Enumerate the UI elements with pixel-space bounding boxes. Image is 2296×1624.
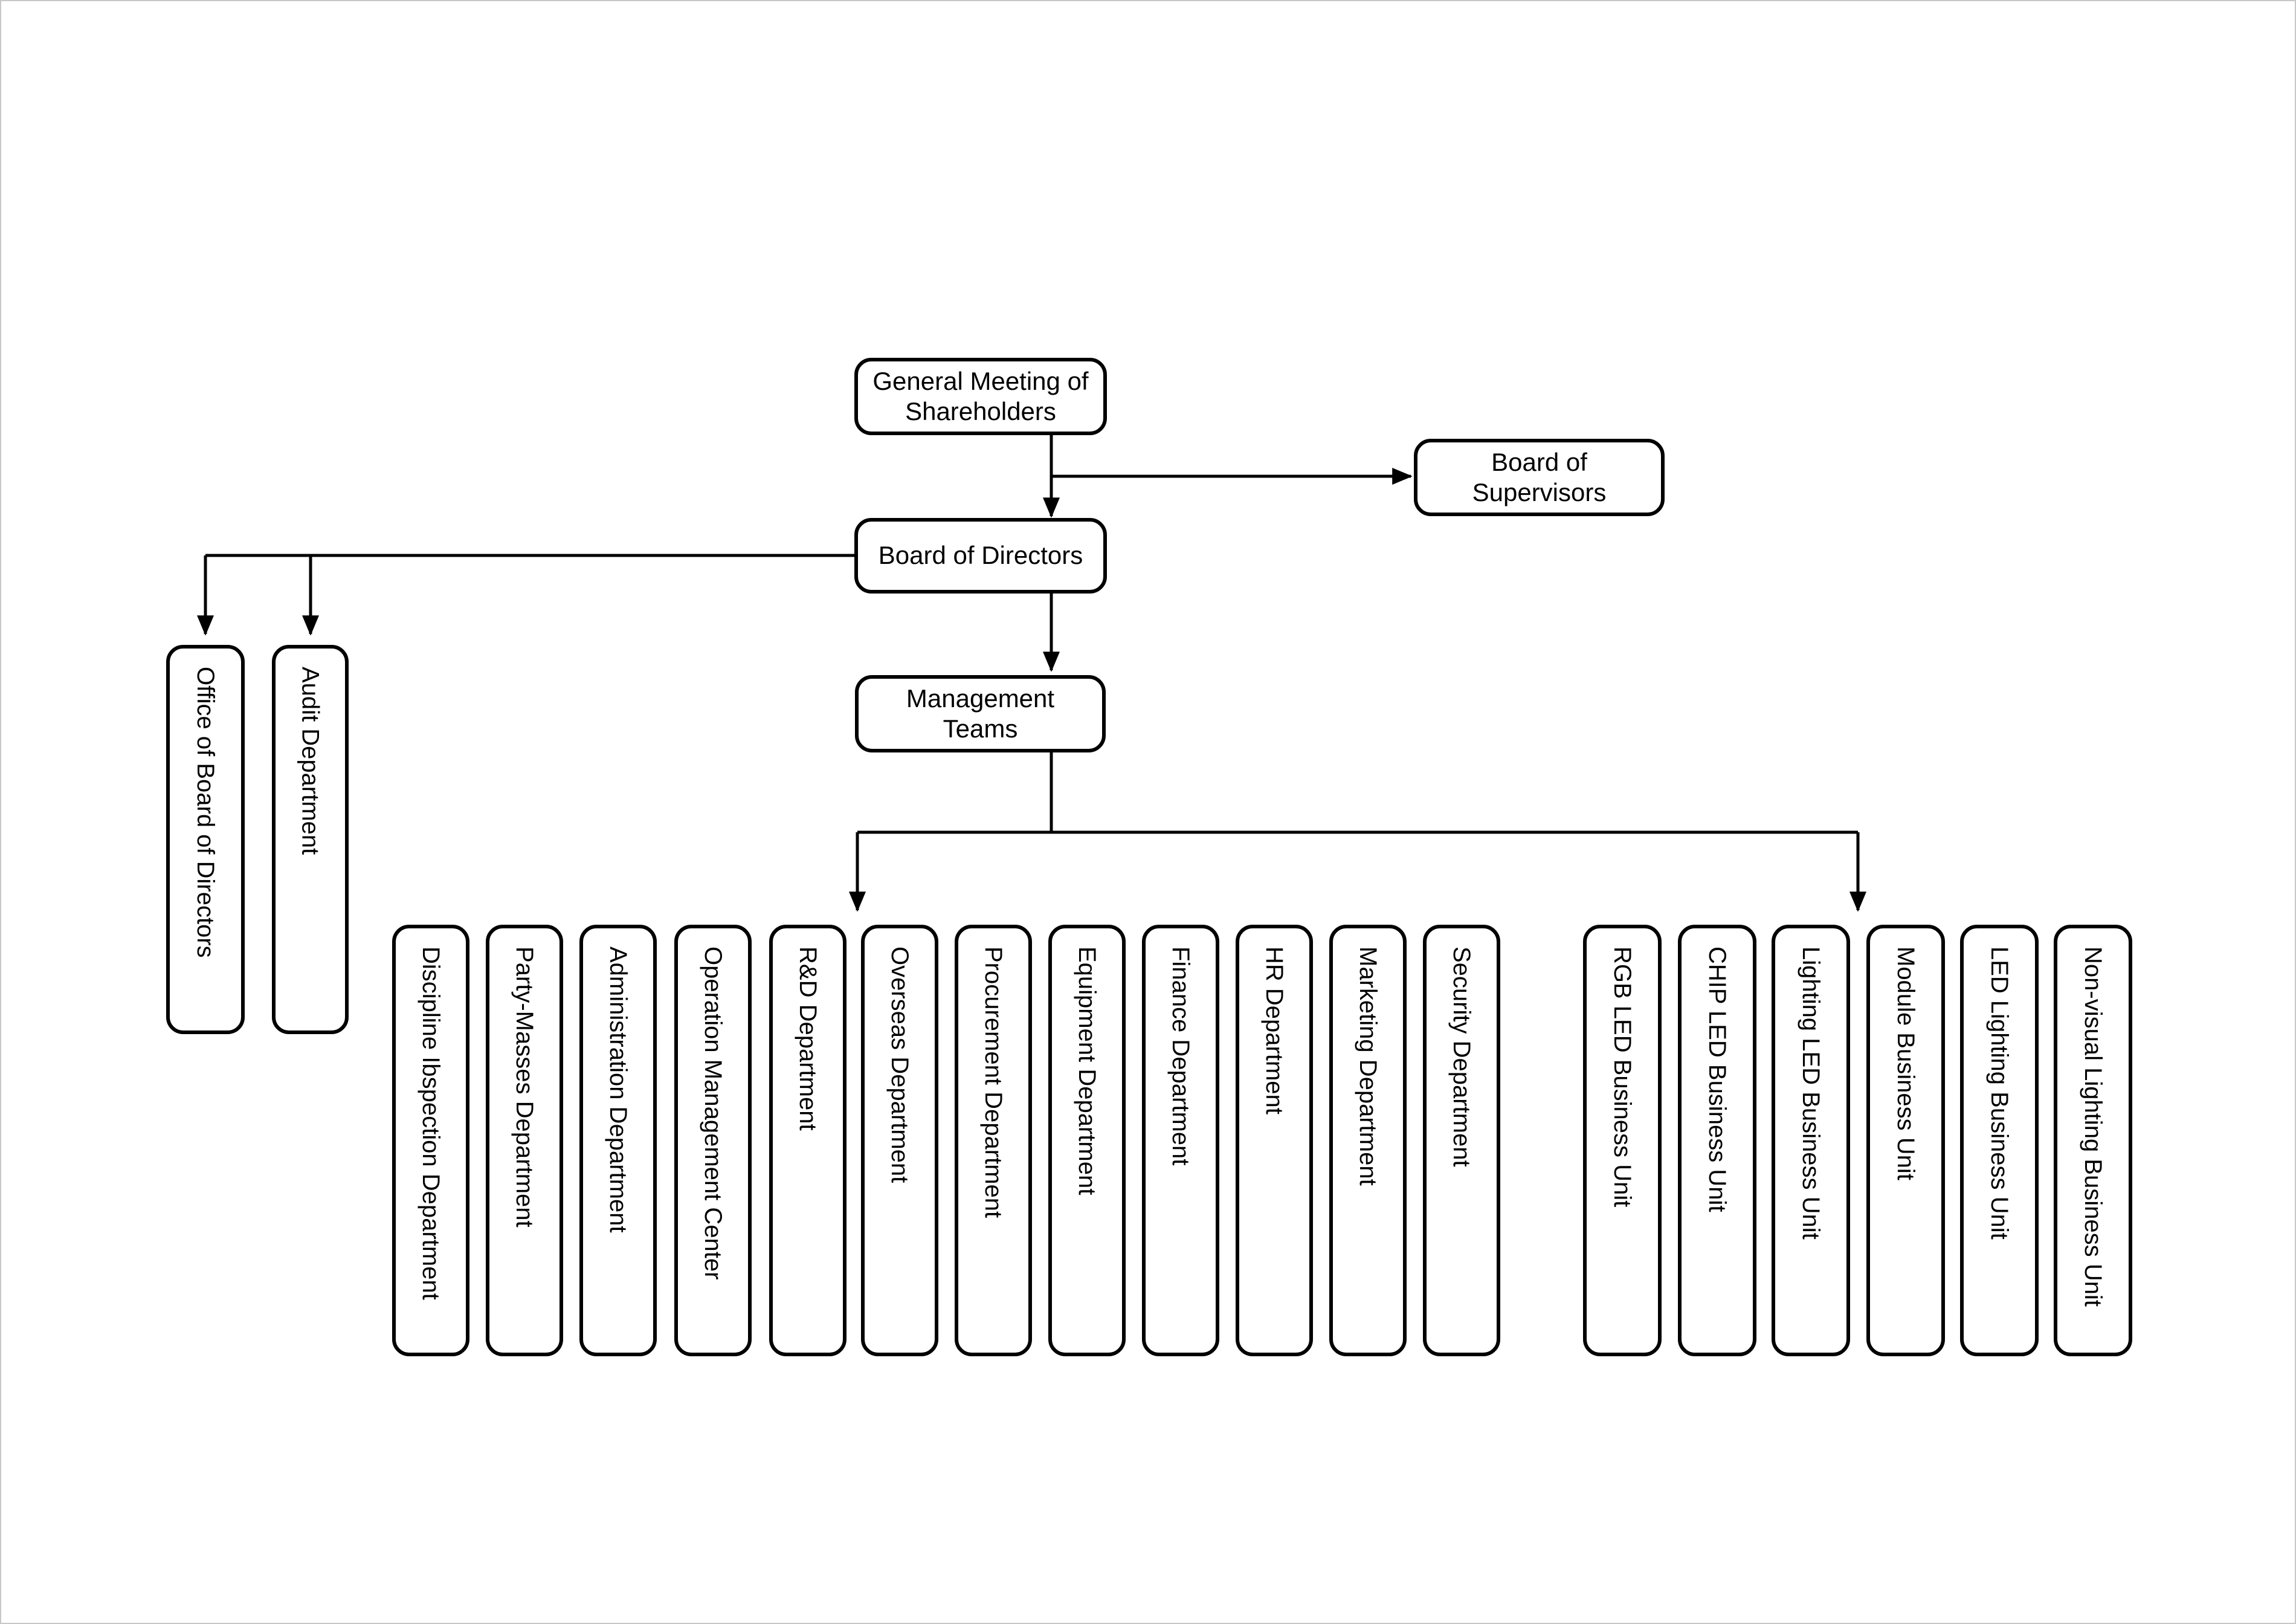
node-management-teams xyxy=(855,675,1106,752)
node-led-lighting-business-unit-label: LED Lighting Business Unit xyxy=(1986,946,2013,1240)
node-discipline-inspection-department-label: Discipline Ibspection Department xyxy=(418,946,444,1300)
node-security-department xyxy=(1423,925,1500,1356)
node-marketing-department xyxy=(1329,925,1407,1356)
node-security-department-label: Security Department xyxy=(1448,946,1475,1167)
node-chip-led-business-unit-label: CHIP LED Business Unit xyxy=(1704,946,1730,1212)
node-module-business-unit-label: Module Business Unit xyxy=(1892,946,1919,1180)
node-operation-management-center xyxy=(674,925,752,1356)
node-board-of-supervisors-label: Board of Supervisors xyxy=(1472,447,1607,506)
node-rd-department xyxy=(769,925,846,1356)
node-board-of-directors-label: Board of Directors xyxy=(878,541,1083,570)
node-board-of-supervisors xyxy=(1414,439,1665,516)
node-office-of-board-of-directors-label: Office of Board of Directors xyxy=(192,667,219,958)
node-management-teams-label: Management Teams xyxy=(906,684,1055,743)
node-general-meeting-label: General Meeting of Shareholders xyxy=(872,366,1089,425)
node-lighting-led-business-unit-label: Lighting LED Business Unit xyxy=(1798,946,1824,1240)
node-hr-department-label: HR Department xyxy=(1261,946,1288,1114)
node-administration-department xyxy=(579,925,657,1356)
node-office-of-board-of-directors xyxy=(166,645,245,1034)
node-operation-management-center-label: Operation Management Center xyxy=(700,946,726,1280)
node-audit-department xyxy=(272,645,349,1034)
node-hr-department xyxy=(1236,925,1313,1356)
node-chip-led-business-unit xyxy=(1678,925,1756,1356)
node-discipline-inspection-department xyxy=(392,925,469,1356)
node-general-meeting xyxy=(854,358,1107,435)
node-administration-department-label: Administration Department xyxy=(605,946,631,1233)
node-marketing-department-label: Marketing Department xyxy=(1355,946,1381,1186)
node-rgb-led-business-unit xyxy=(1583,925,1662,1356)
node-overseas-department xyxy=(861,925,938,1356)
node-led-lighting-business-unit xyxy=(1960,925,2039,1356)
node-equipment-department-label: Equipment Department xyxy=(1074,946,1100,1195)
node-procurement-department-label: Procurement Department xyxy=(980,946,1007,1218)
node-rgb-led-business-unit-label: RGB LED Business Unit xyxy=(1609,946,1636,1208)
node-finance-department xyxy=(1142,925,1219,1356)
node-module-business-unit xyxy=(1866,925,1945,1356)
node-equipment-department xyxy=(1048,925,1126,1356)
node-party-masses-department xyxy=(486,925,563,1356)
node-procurement-department xyxy=(955,925,1032,1356)
node-non-visual-lighting-business-unit xyxy=(2054,925,2132,1356)
node-overseas-department-label: Overseas Department xyxy=(886,946,913,1183)
node-rd-department-label: R&D Department xyxy=(795,946,821,1131)
node-lighting-led-business-unit xyxy=(1772,925,1850,1356)
node-non-visual-lighting-business-unit-label: Non-visual Lighting Business Unit xyxy=(2080,946,2106,1307)
node-board-of-directors xyxy=(854,518,1107,594)
node-audit-department-label: Audit Department xyxy=(297,667,324,855)
node-finance-department-label: Finance Department xyxy=(1167,946,1194,1166)
node-party-masses-department-label: Party-Masses Department xyxy=(511,946,538,1228)
